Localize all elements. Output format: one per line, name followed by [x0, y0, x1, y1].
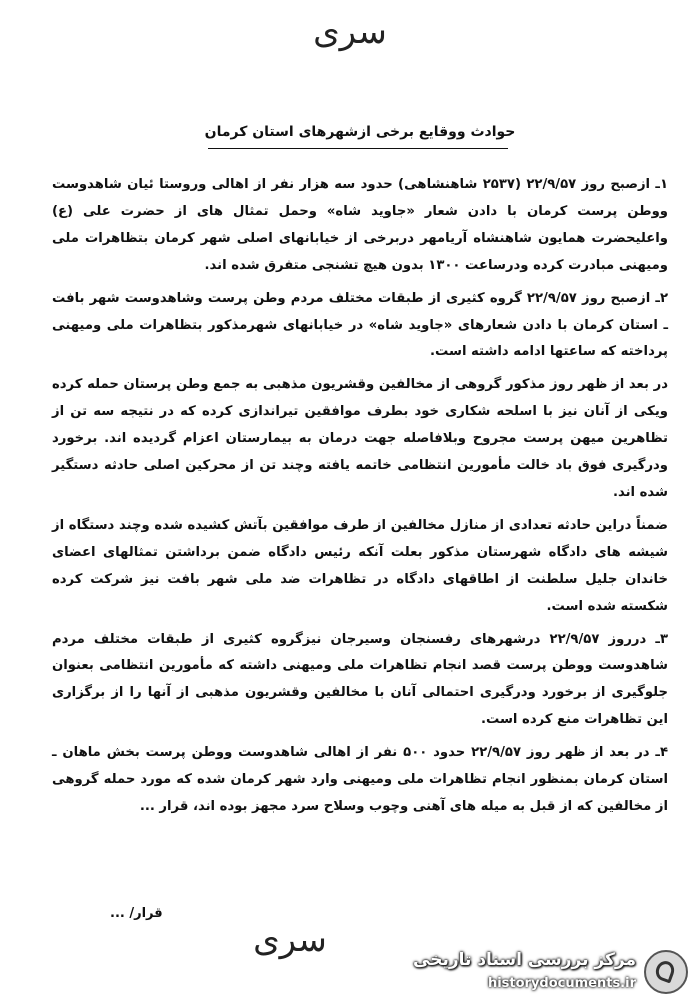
watermark	[413, 948, 692, 1000]
archive-logo-icon	[644, 950, 688, 994]
classification-header: سری	[313, 12, 387, 52]
document-title: حوادث ووقایع برخی ازشهرهای استان کرمان	[204, 124, 516, 140]
title-underline	[208, 148, 508, 149]
document-body	[52, 172, 668, 827]
paragraph-6: ۴ـ در بعد از ظهر روز ۲۲/۹/۵۷ حدود ۵۰۰ نفر از اهالی شاهدوست ووطن پرست بخش ماهان ـ استان کرمان بمنظور انجام تظاهرات ملی ومیهنی وارد شهر کرمان شده که مورد حمله گروهی از مخالفین که از قبل به میله های آهنی وچوب وسلاح سرد مجهز بوده اند، قرار ...	[52, 745, 668, 814]
watermark-name: مرکز بررسی اسناد تاریخی	[413, 950, 636, 970]
paragraph-2: ۲ـ ازصبح روز ۲۲/۹/۵۷ گروه کثیری از طبقات مختلف مردم وطن پرست وشاهدوست شهر بافت ـ استان کرمان با دادن شعارهای «جاوید شاه» در خیابانهای شهرمذکور بتظاهرات ملی ومیهنی پرداخته که ساعتها ادامه داشته است.	[52, 290, 669, 360]
paragraph-1: ۱ـ ازصبح روز ۲۲/۹/۵۷ (۲۵۳۷ شاهنشاهی) حدود سه هزار نفر از اهالی وروستا ئیان شاهدوست ووطن پرست کرمان با دادن شعار «جاوید شاه» وحمل تمثال های از حضرت علی (ع) واعلیحضرت همایون شاهنشاه آریامهر دربرخی از خیابانهای اصلی شهر کرمان بتظاهرات ملی ومیهنی مبادرت کرده ودرساعت ۱۳۰۰ بدون هیچ تشنجی متفرق شده اند.	[52, 177, 669, 273]
classification-footer: سری	[253, 920, 327, 960]
paragraph-3: در بعد از ظهر روز مذکور گروهی از مخالفین وقشریون مذهبی به جمع وطن پرستان حمله کرده ویکی از آنان نیز با اسلحه شکاری خود بطرف موافقین تیراندازی کرده که در نتیجه سه تن از تظاهرین میهن پرست مجروح وبلافاصله جهت درمان به بیمارستان اعزام گردیده اند. برخورد ودرگیری فوق باد خالت مأمورین انتظامی خاتمه یافته وچند تن از محرکین اصلی حادثه دستگیر شده اند.	[52, 377, 668, 500]
watermark-url: historydocuments.ir	[487, 976, 636, 991]
paragraph-4: ضمناً دراین حادثه تعدادی از منازل مخالفین از طرف موافقین بآتش کشیده شده وچند دستگاه از شیشه های دادگاه شهرستان مذکور بعلت آنکه رئیس دادگاه ضمن برداشتن تمثالهای اعضای خاندان جلیل سلطنت از اطاقهای دادگاه در تظاهرات ضد ملی شهر بافت نیز شرکت کرده شکسته شده است.	[52, 517, 668, 614]
closing-continuation: قرار/ ...	[110, 906, 163, 921]
paragraph-5: ۳ـ درروز ۲۲/۹/۵۷ درشهرهای رفسنجان وسیرجان نیزگروه کثیری از طبقات مختلف مردم شاهدوست ووطن پرست قصد انجام تظاهرات ملی ومیهنی داشته که مأمورین انتظامی بعنوان جلوگیری از برخورد ودرگیری احتمالی آنان با مخالفین وقشریون مذهبی از آنها را از برگزاری این تظاهرات منع کرده است.	[52, 631, 668, 728]
